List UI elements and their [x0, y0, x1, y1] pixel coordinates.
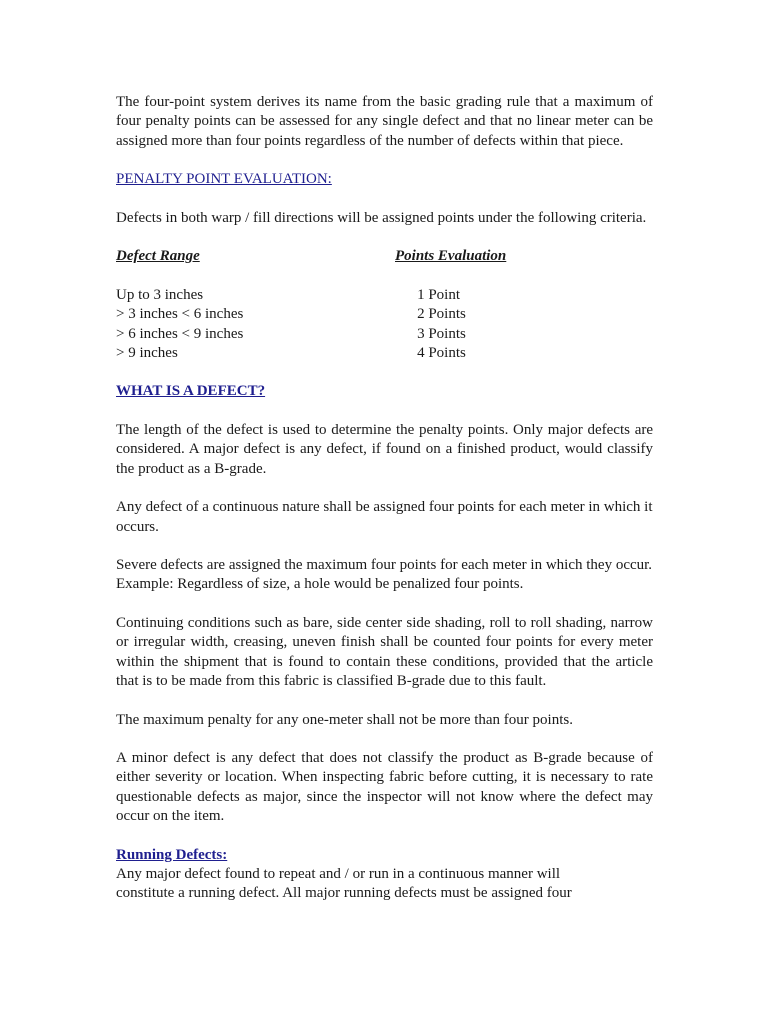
range-cell: Up to 3 inches — [116, 286, 204, 303]
penalty-table — [116, 247, 653, 363]
defect-range-header: Defect Range — [116, 248, 200, 265]
intro-paragraph: The four-point system derives its name from the basic grading rule that a maximum of four penalty points can be assessed for any single defect and that no linear meter can be assigned more than four points regardless of the number of defects within that piece. — [116, 94, 653, 149]
table-row — [116, 325, 653, 344]
points-cell: 4 Points — [417, 344, 466, 361]
defect-paragraph-3 — [116, 556, 653, 595]
range-cell: > 3 inches < 6 inches — [116, 306, 244, 323]
points-cell: 2 Points — [417, 306, 466, 323]
table-row — [116, 344, 653, 363]
table-row — [116, 305, 653, 324]
points-evaluation-header: Points Evaluation — [395, 248, 507, 265]
defect-paragraph-5: The maximum penalty for any one-meter shall not be more than four points. — [116, 711, 573, 728]
table-row — [116, 286, 653, 305]
running-line-1: Any major defect found to repeat and / or run in a continuous manner will — [116, 865, 561, 882]
defect-paragraph-2: Any defect of a continuous nature shall be assigned four points for each meter in which it occurs. — [116, 499, 653, 535]
defect-paragraph-4: Continuing conditions such as bare, side center side shading, roll to roll shading, narrow or irregular width, creasing, uneven finish shall be counted four points for every meter within the shipment that is found to contain these conditions, provided that the article that is to be made from this fabric is classified B-grade due to this fault. — [116, 615, 653, 689]
severe-defects-text: Severe defects are assigned the maximum four points for each meter in which they occur. — [116, 557, 653, 574]
range-cell: > 6 inches < 9 inches — [116, 325, 244, 342]
range-cell: > 9 inches — [116, 344, 178, 361]
table-header-row — [116, 247, 653, 266]
points-cell: 3 Points — [417, 325, 466, 342]
points-cell: 1 Point — [417, 286, 461, 303]
criteria-paragraph: Defects in both warp / fill directions will be assigned points under the following criteria. — [116, 209, 647, 226]
penalty-heading: PENALTY POINT EVALUATION: — [116, 171, 332, 188]
running-line-2: constitute a running defect. All major running defects must be assigned four — [116, 885, 572, 902]
running-defects-paragraph — [116, 865, 653, 904]
defect-paragraph-6: A minor defect is any defect that does not classify the product as B-grade because of either severity or location. When inspecting fabric before cutting, it is necessary to rate questionable defects as major, since the inspector will not know where the defect may occur on the item. — [116, 750, 653, 824]
defect-heading: WHAT IS A DEFECT? — [116, 383, 266, 400]
running-defects-heading: Running Defects: — [116, 846, 228, 863]
example-text: Example: Regardless of size, a hole would be penalized four points. — [116, 576, 524, 593]
defect-paragraph-1: The length of the defect is used to determine the penalty points. Only major defects are considered. A major defect is any defect, if found on a finished product, would classify the product as a B-grade. — [116, 422, 653, 477]
document-page — [116, 93, 653, 903]
